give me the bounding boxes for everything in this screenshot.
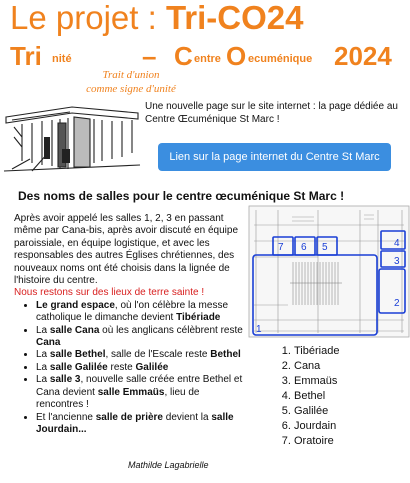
tri-letters: Tri (10, 41, 42, 71)
c-letter: C (174, 41, 193, 71)
legend-item: 5. Galilée (294, 404, 339, 419)
room-text: , nouvelle salle créée entre Bethel et Cana devient (36, 374, 243, 398)
plan-label-7: 7 (278, 242, 284, 253)
intro-paragraph: Après avoir appelé les salles 1, 2, 3 en passant même par Cana-bis, après avoir discuté en équipe paroissiale, en équipe logistique, et avec les responsables des autres Églises chrétiennes, des nouveaux noms ont été choisis dans la lignée de l'histoire du centre. (14, 213, 239, 287)
room-list-item (36, 300, 246, 325)
room-text: où les anglicans célèbrent reste (99, 324, 243, 336)
room-name: salle de prière (95, 411, 163, 423)
o-suffix: ecuménique (248, 53, 313, 65)
room-name: salle Bethel (49, 349, 106, 361)
highlight-line: Nous restons sur des lieux de terre sainte ! (14, 287, 205, 299)
building-sketch-image (2, 93, 142, 183)
room-text: , où l'on célèbre la messe catholique le dimanche devient (36, 299, 229, 324)
room-text: Et l'ancienne (36, 411, 96, 423)
year: 2024 (334, 41, 392, 71)
dash: – (142, 41, 157, 71)
room-text: La (36, 349, 50, 361)
room-text: La (36, 361, 50, 373)
room-list-item (36, 362, 246, 374)
room-name: Galilée (135, 361, 169, 373)
legend-item: 6. Jourdain (294, 419, 339, 434)
link-centre-st-marc-button[interactable]: Lien sur la page internet du Centre St Marc (158, 143, 391, 171)
trait-union-caption (76, 68, 186, 96)
room-list-item (36, 412, 246, 437)
plan-label-5: 5 (322, 242, 328, 253)
legend-item: 4. Bethel (294, 389, 339, 404)
room-name: Cana (36, 337, 61, 349)
room-name: salle Jourdain... (36, 411, 234, 435)
room-text: devient la (163, 411, 212, 423)
room-name: Tibériade (176, 312, 221, 324)
acronym-line (10, 41, 405, 75)
room-text: La (36, 324, 50, 336)
room-name: Bethel (210, 349, 241, 361)
signature: Mathilde Lagabrielle (128, 460, 209, 470)
c-suffix: entre (194, 53, 221, 65)
room-list (14, 300, 246, 436)
o-letter: O (226, 41, 247, 71)
legend-item: 3. Emmaüs (294, 374, 339, 389)
plan-label-2: 2 (394, 298, 400, 309)
legend-item: 2. Cana (294, 359, 339, 374)
section-heading: Des noms de salles pour le centre œcuménique St Marc ! (18, 189, 345, 203)
room-name: salle Emmaüs (97, 386, 165, 398)
room-list-item (36, 325, 246, 350)
room-name: salle Cana (49, 324, 100, 336)
room-list-item (36, 349, 246, 361)
room-text: , lieu de rencontres ! (36, 386, 200, 411)
room-list-item (36, 374, 246, 411)
legend-item: 7. Oratoire (294, 434, 339, 449)
room-text: La (36, 374, 50, 386)
room-name: salle Galilée (49, 361, 108, 373)
plan-label-4: 4 (394, 238, 400, 249)
legend-item: 1. Tibériade (294, 344, 339, 359)
trait-line-2: comme signe d'unité (86, 83, 176, 95)
intro-text: Une nouvelle page sur le site internet : la page dédiée au Centre Œcuménique St Marc ! (145, 101, 398, 125)
tri-suffix: nité (52, 53, 72, 65)
plan-label-6: 6 (301, 242, 307, 253)
room-name: salle 3 (49, 374, 81, 386)
article-body (14, 213, 246, 436)
room-text: , salle de l'Escale reste (105, 349, 211, 361)
project-title: Le projet : Tri-CO24 (10, 0, 304, 36)
room-name: Le grand espace (36, 299, 115, 311)
floor-plan (248, 205, 410, 338)
plan-label-3: 3 (394, 256, 400, 267)
trait-line-1: Trait d'union (102, 69, 160, 81)
room-legend (272, 344, 339, 449)
room-text: reste (107, 361, 136, 373)
plan-label-1: 1 (256, 324, 262, 335)
